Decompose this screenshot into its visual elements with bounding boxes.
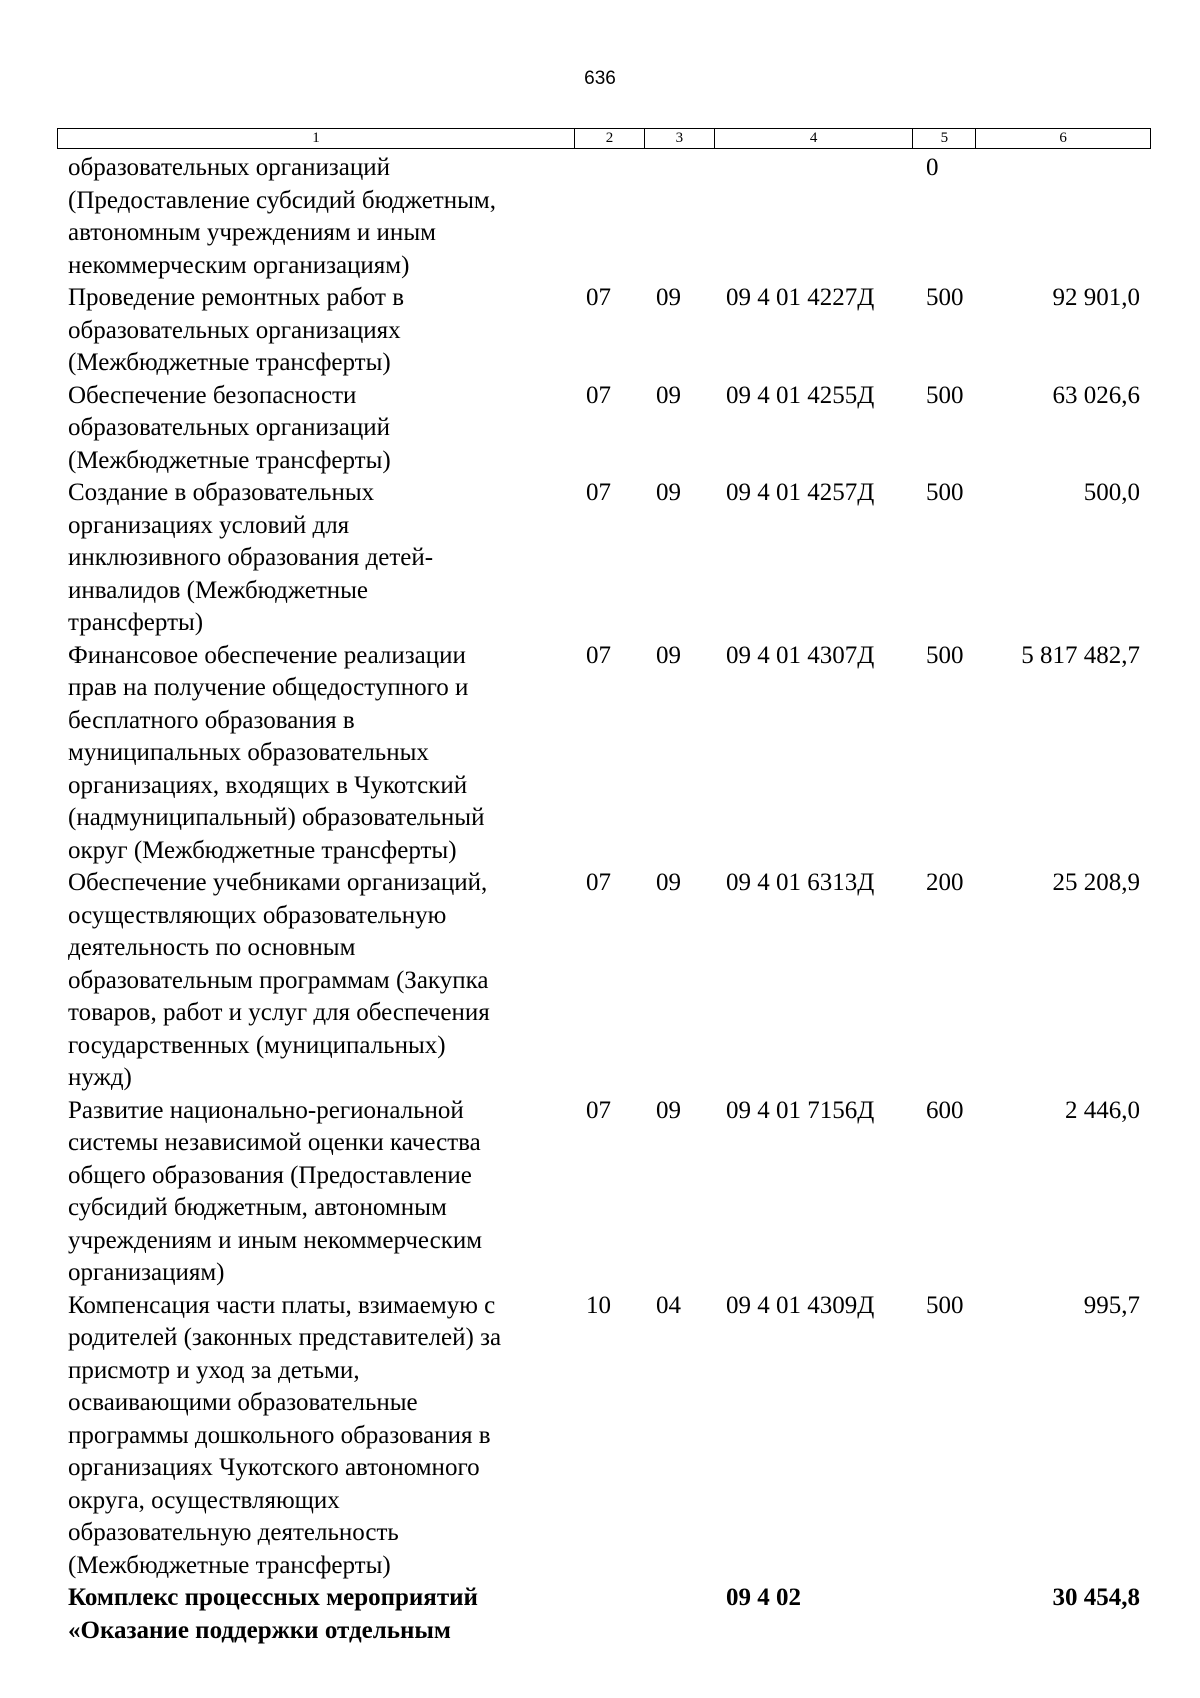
header-col-5: 5 bbox=[913, 129, 976, 148]
table-row bbox=[57, 1582, 1151, 1647]
row-name-line: (Предоставление субсидий бюджетным, bbox=[68, 186, 496, 214]
amount-cell: 25 208,9 bbox=[1052, 869, 1140, 896]
row-name-line: округ (Межбюджетные трансферты) bbox=[68, 836, 457, 864]
row-name-line: Создание в образовательных bbox=[68, 479, 375, 506]
row-name-line: Комплекс процессных мероприятий bbox=[68, 1584, 478, 1611]
row-name-line: системы независимой оценки качества bbox=[68, 1129, 481, 1156]
page-number: 636 bbox=[584, 68, 616, 89]
expense-type-cell: 200 bbox=[926, 869, 964, 896]
target-article-cell: 09 4 01 6313Д bbox=[726, 869, 875, 896]
row-name-line: (Межбюджетные трансферты) bbox=[68, 1551, 391, 1579]
row-name-line: инвалидов (Межбюджетные bbox=[68, 576, 369, 604]
section-code-cell: 07 bbox=[586, 1096, 611, 1124]
amount-cell: 92 901,0 bbox=[1052, 284, 1140, 311]
row-name-line: образовательных организациях bbox=[68, 316, 401, 344]
table-row bbox=[57, 152, 1151, 282]
row-name-line: учреждениям и иным некоммерческим bbox=[68, 1226, 483, 1254]
row-name-line: присмотр и уход за детьми, bbox=[68, 1356, 360, 1384]
row-name-line: товаров, работ и услуг для обеспечения bbox=[68, 999, 490, 1026]
subsection-code-cell: 09 bbox=[656, 1096, 681, 1124]
row-name-line: организациях, входящих в Чукотский bbox=[68, 771, 468, 799]
table-row bbox=[57, 1290, 1151, 1583]
target-article-cell bbox=[715, 152, 914, 282]
row-name-line: трансферты) bbox=[68, 609, 204, 636]
row-name-line: общего образования (Предоставление bbox=[68, 1161, 472, 1189]
row-name-cell bbox=[57, 1582, 575, 1647]
subsection-code-cell: 09 bbox=[656, 869, 681, 896]
row-name-line: автономным учреждениям и иным bbox=[68, 219, 436, 246]
table-row bbox=[57, 477, 1151, 640]
row-name-line: государственных (муниципальных) bbox=[68, 1031, 446, 1059]
amount-cell: 995,7 bbox=[1083, 1291, 1140, 1319]
row-name-line: Проведение ремонтных работ в bbox=[68, 284, 405, 311]
row-name-line: округа, осуществляющих bbox=[68, 1486, 340, 1514]
row-name-line: образовательным программам (Закупка bbox=[68, 966, 489, 994]
subsection-code-cell: 09 bbox=[656, 479, 681, 506]
header-col-4: 4 bbox=[715, 129, 914, 148]
table-row bbox=[57, 282, 1151, 380]
row-name-line: субсидий бюджетным, автономным bbox=[68, 1194, 447, 1221]
row-name-line: нужд) bbox=[68, 1064, 132, 1091]
row-name-line: организациям) bbox=[68, 1259, 225, 1286]
row-name-line: «Оказание поддержки отдельным bbox=[68, 1616, 451, 1644]
row-name-cell bbox=[57, 152, 575, 282]
header-col-2: 2 bbox=[575, 129, 645, 148]
expense-type-cell: 500 bbox=[926, 641, 964, 669]
section-code-cell: 07 bbox=[586, 381, 611, 409]
row-name-line: родителей (законных представителей) за bbox=[68, 1324, 502, 1351]
table-row bbox=[57, 867, 1151, 1095]
row-name-line: организациях Чукотского автономного bbox=[68, 1454, 480, 1481]
subsection-code-cell bbox=[645, 152, 715, 282]
amount-cell: 5 817 482,7 bbox=[1021, 641, 1140, 669]
header-col-1: 1 bbox=[58, 129, 575, 148]
amount-cell: 2 446,0 bbox=[1065, 1096, 1140, 1124]
row-name-cell bbox=[57, 477, 575, 640]
target-article-cell: 09 4 01 4257Д bbox=[726, 479, 875, 506]
row-name-line: Финансовое обеспечение реализации bbox=[68, 641, 466, 669]
row-name-cell bbox=[57, 1290, 575, 1583]
row-name-line: (надмуниципальный) образовательный bbox=[68, 804, 485, 831]
expense-type-cell: 600 bbox=[926, 1096, 964, 1124]
subsection-code-cell: 09 bbox=[656, 641, 681, 669]
amount-cell: 500,0 bbox=[1083, 479, 1140, 506]
amount-cell: 63 026,6 bbox=[1052, 381, 1140, 409]
subsection-code-cell bbox=[645, 1582, 715, 1647]
row-name-line: организациях условий для bbox=[68, 511, 350, 539]
target-article-cell: 09 4 02 bbox=[726, 1584, 801, 1611]
row-name-line: муниципальных образовательных bbox=[68, 739, 429, 766]
expense-type-cell bbox=[914, 1582, 977, 1647]
target-article-cell: 09 4 01 4309Д bbox=[726, 1291, 875, 1319]
row-name-line: инклюзивного образования детей- bbox=[68, 544, 434, 571]
row-name-line: образовательную деятельность bbox=[68, 1519, 399, 1546]
row-name-line: образовательных организаций bbox=[68, 154, 391, 181]
amount-cell bbox=[977, 152, 1151, 282]
row-name-line: некоммерческим организациям) bbox=[68, 251, 410, 279]
subsection-code-cell: 09 bbox=[656, 381, 681, 409]
subsection-code-cell: 04 bbox=[656, 1291, 681, 1319]
section-code-cell: 07 bbox=[586, 479, 611, 506]
row-name-line: Обеспечение безопасности bbox=[68, 381, 357, 409]
table-row bbox=[57, 640, 1151, 868]
row-name-cell bbox=[57, 1095, 575, 1290]
section-code-cell: 10 bbox=[586, 1291, 611, 1319]
row-name-line: (Межбюджетные трансферты) bbox=[68, 349, 391, 376]
target-article-cell: 09 4 01 7156Д bbox=[726, 1096, 875, 1124]
subsection-code-cell: 09 bbox=[656, 284, 681, 311]
row-name-line: Компенсация части платы, взимаемую с bbox=[68, 1291, 496, 1319]
row-name-line: образовательных организаций bbox=[68, 414, 391, 441]
section-code-cell bbox=[575, 1582, 645, 1647]
row-name-cell bbox=[57, 282, 575, 380]
target-article-cell: 09 4 01 4307Д bbox=[726, 641, 875, 669]
row-name-line: программы дошкольного образования в bbox=[68, 1421, 491, 1449]
amount-cell: 30 454,8 bbox=[1052, 1584, 1140, 1611]
row-name-line: (Межбюджетные трансферты) bbox=[68, 446, 391, 474]
section-code-cell: 07 bbox=[586, 284, 611, 311]
row-name-line: Обеспечение учебниками организаций, bbox=[68, 869, 488, 896]
target-article-cell: 09 4 01 4255Д bbox=[726, 381, 875, 409]
table-row bbox=[57, 1095, 1151, 1290]
row-name-line: осваивающими образовательные bbox=[68, 1389, 418, 1416]
header-col-6: 6 bbox=[1059, 130, 1067, 146]
expense-type-cell: 500 bbox=[926, 284, 964, 311]
header-col-3: 3 bbox=[645, 129, 715, 148]
table-row bbox=[57, 380, 1151, 478]
budget-table-body bbox=[57, 152, 1151, 1647]
row-name-line: осуществляющих образовательную bbox=[68, 901, 447, 929]
table-header-row bbox=[57, 128, 1151, 149]
expense-type-cell: 500 bbox=[926, 479, 964, 506]
expense-type-cell: 0 bbox=[926, 154, 939, 181]
expense-type-cell: 500 bbox=[926, 1291, 964, 1319]
section-code-cell: 07 bbox=[586, 869, 611, 896]
row-name-cell bbox=[57, 380, 575, 478]
row-name-line: прав на получение общедоступного и bbox=[68, 674, 469, 701]
row-name-cell bbox=[57, 867, 575, 1095]
row-name-line: бесплатного образования в bbox=[68, 706, 355, 734]
section-code-cell: 07 bbox=[586, 641, 611, 669]
row-name-line: деятельность по основным bbox=[68, 934, 356, 961]
row-name-cell bbox=[57, 640, 575, 868]
section-code-cell bbox=[575, 152, 645, 282]
expense-type-cell: 500 bbox=[926, 381, 964, 409]
target-article-cell: 09 4 01 4227Д bbox=[726, 284, 875, 311]
row-name-line: Развитие национально-региональной bbox=[68, 1096, 464, 1124]
